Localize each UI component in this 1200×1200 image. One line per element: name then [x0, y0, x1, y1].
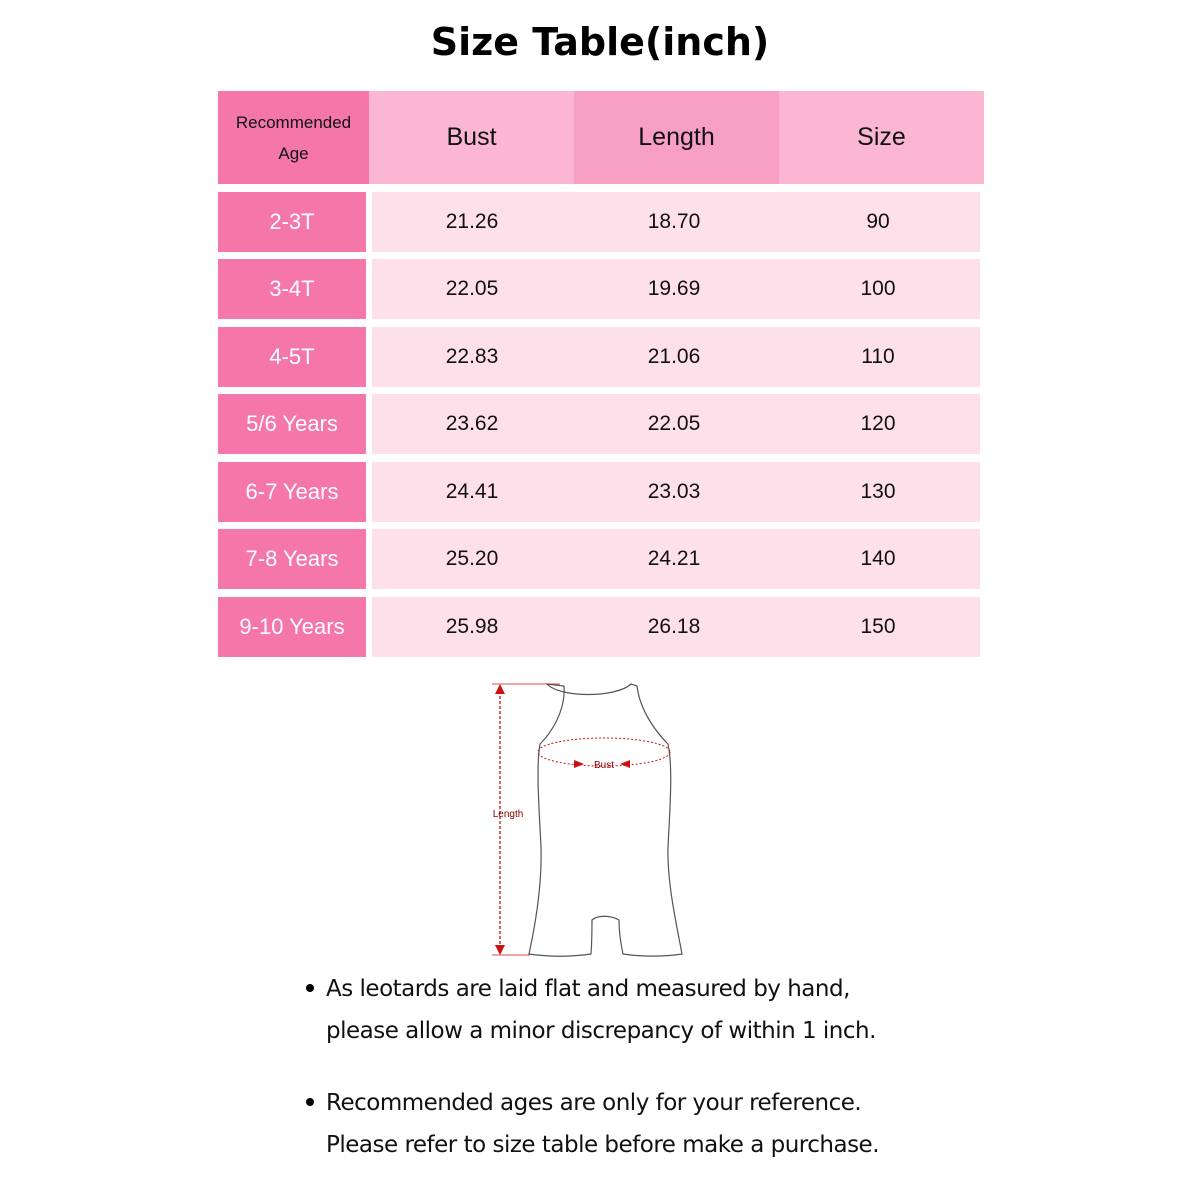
- size-cell: 140: [776, 529, 980, 589]
- size-cell: 110: [776, 327, 980, 387]
- table-row: [218, 192, 984, 252]
- size-cell: 90: [776, 192, 980, 252]
- bust-cell: 24.41: [372, 462, 572, 522]
- length-arrow-head-top: [495, 684, 505, 694]
- bust-cell: 22.83: [372, 327, 572, 387]
- table-row: [218, 462, 984, 522]
- size-cell: 120: [776, 394, 980, 454]
- length-cell: 23.03: [572, 462, 776, 522]
- size-cell: 130: [776, 462, 980, 522]
- age-cell: 7-8 Years: [218, 529, 366, 589]
- bust-label: Bust: [593, 760, 615, 771]
- age-cell: 3-4T: [218, 259, 366, 319]
- bust-cell: 22.05: [372, 259, 572, 319]
- note-text: As leotards are laid flat and measured by hand, please allow a minor discrepancy of within 1 inch.: [326, 976, 876, 1044]
- table-row: [218, 597, 984, 657]
- length-label: Length: [492, 809, 524, 820]
- header-age-line2: Age: [278, 143, 309, 163]
- leotard-measurement-diagram: [480, 672, 720, 962]
- age-cell: 2-3T: [218, 192, 366, 252]
- leotard-outline: [529, 684, 682, 956]
- header-length: Length: [574, 91, 779, 184]
- note-text: Recommended ages are only for your reference. Please refer to size table before make a purchase.: [326, 1090, 880, 1158]
- page-title: Size Table(inch): [430, 20, 770, 64]
- size-cell: 150: [776, 597, 980, 657]
- table-row: [218, 394, 984, 454]
- age-cell: 9-10 Years: [218, 597, 366, 657]
- bullet-icon: [306, 984, 314, 992]
- length-cell: 26.18: [572, 597, 776, 657]
- bust-cell: 25.20: [372, 529, 572, 589]
- age-cell: 5/6 Years: [218, 394, 366, 454]
- table-row: [218, 259, 984, 319]
- length-cell: 21.06: [572, 327, 776, 387]
- age-cell: 4-5T: [218, 327, 366, 387]
- table-row: [218, 327, 984, 387]
- notes-list: [300, 968, 960, 1196]
- header-recommended-age: [218, 91, 369, 184]
- bust-cell: 21.26: [372, 192, 572, 252]
- header-bust: Bust: [369, 91, 574, 184]
- length-cell: 22.05: [572, 394, 776, 454]
- note-item: [300, 968, 960, 1052]
- table-header-row: [218, 91, 984, 184]
- length-cell: 19.69: [572, 259, 776, 319]
- bust-cell: 23.62: [372, 394, 572, 454]
- size-table: [218, 91, 984, 657]
- age-cell: 6-7 Years: [218, 462, 366, 522]
- size-cell: 100: [776, 259, 980, 319]
- bust-cell: 25.98: [372, 597, 572, 657]
- table-row: [218, 529, 984, 589]
- header-size: Size: [779, 91, 984, 184]
- header-age-line1: Recommended: [235, 112, 352, 132]
- length-cell: 24.21: [572, 529, 776, 589]
- bullet-icon: [306, 1098, 314, 1106]
- leotard-illustration: [480, 672, 720, 962]
- note-item: [300, 1082, 960, 1166]
- length-arrow-head-bottom: [495, 945, 505, 955]
- length-cell: 18.70: [572, 192, 776, 252]
